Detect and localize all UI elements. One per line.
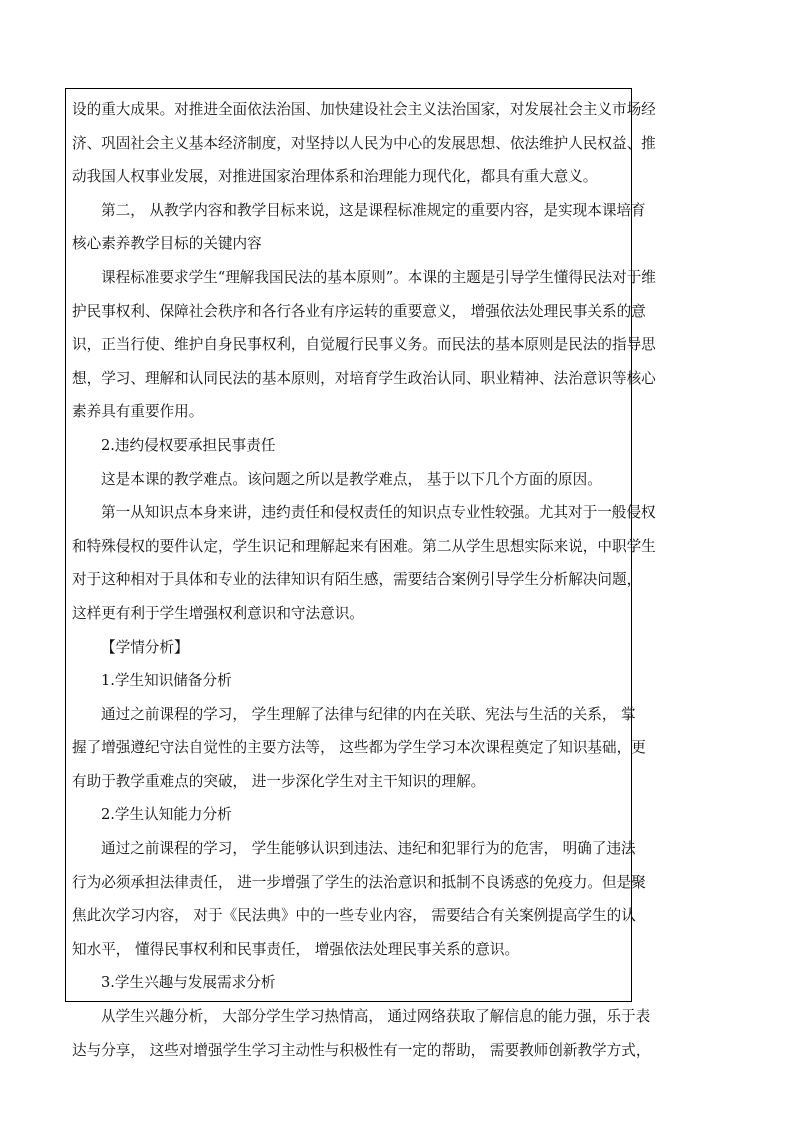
document-body	[72, 93, 656, 1067]
section-heading: 【学情分析】	[101, 638, 189, 656]
text-line: 设的重大成果。对推进全面依法治国、加快建设社会主义法治国家，对发展社会主义市场经	[72, 101, 656, 118]
text-line: 这样更有利于学生增强权利意识和守法意识。	[72, 604, 364, 622]
text-line: 通过之前课程的学习， 学生理解了法律与纪律的内在关联、宪法与生活的关系， 掌	[101, 705, 636, 723]
text-line: 核心素养教学目标的关键内容	[72, 235, 262, 253]
section-heading: 2.违约侵权要承担民事责任	[101, 436, 276, 454]
text-line: 从学生兴趣分析， 大部分学生学习热情高， 通过网络获取了解信息的能力强，乐于表	[101, 1008, 651, 1026]
text-line: 护民事权利、保障社会秩序和各行各业有序运转的重要意义， 增强依法处理民事关系的意	[72, 302, 646, 320]
text-line: 焦此次学习内容， 对于《民法典》中的一些专业内容， 需要结合有关案例提高学生的认	[72, 907, 636, 925]
text-line: 握了增强遵纪守法自觉性的主要方法等， 这些都为学生学习本次课程奠定了知识基础，更	[72, 739, 646, 757]
text-line: 课程标准要求学生“理解我国民法的基本原则”。本课的主题是引导学生懂得民法对于维	[101, 268, 656, 286]
subsection-heading: 3.学生兴趣与发展需求分析	[101, 974, 276, 992]
text-line: 有助于教学重难点的突破， 进一步深化学生对主干知识的理解。	[72, 772, 486, 790]
text-line: 济、巩固社会主义基本经济制度，对坚持以人民为中心的发展思想、依法维护人民权益、推	[72, 134, 656, 152]
text-line: 素养具有重要作用。	[72, 403, 204, 421]
text-line: 这是本课的教学难点。该问题之所以是教学难点， 基于以下几个方面的原因。	[101, 470, 602, 488]
text-line: 想，学习、理解和认同民法的基本原则，对培育学生政治认同、职业精神、法治意识等核心	[72, 369, 656, 387]
text-line: 识，正当行使、维护自身民事权利，自觉履行民事义务。而民法的基本原则是民法的指导思	[72, 336, 656, 354]
text-line: 对于这种相对于具体和专业的法律知识有陌生感，需要结合案例引导学生分析解决问题，	[72, 571, 642, 589]
text-line: 行为必须承担法律责任， 进一步增强了学生的法治意识和抵制不良诱惑的免疫力。但是聚	[72, 873, 646, 891]
subsection-heading: 2.学生认知能力分析	[101, 806, 232, 824]
text-line: 通过之前课程的学习， 学生能够认识到违法、违纪和犯罪行为的危害， 明确了违法	[101, 840, 636, 858]
text-line: 第一从知识点本身来讲，违约责任和侵权责任的知识点专业性较强。尤其对于一般侵权	[101, 504, 656, 522]
text-line: 第二， 从教学内容和教学目标来说，这是课程标准规定的重要内容，是实现本课培育	[101, 201, 646, 219]
text-line: 达与分享， 这些对增强学生学习主动性与积极性有一定的帮助， 需要教师创新教学方式，	[72, 1041, 651, 1059]
text-line: 和特殊侵权的要件认定，学生识记和理解起来有困难。第二从学生思想实际来说，中职学生	[72, 537, 656, 555]
text-line: 知水平， 懂得民事权利和民事责任， 增强依法处理民事关系的意识。	[72, 940, 520, 958]
subsection-heading: 1.学生知识储备分析	[101, 672, 232, 690]
text-line: 动我国人权事业发展，对推进国家治理体系和治理能力现代化，都具有重大意义。	[72, 168, 598, 186]
